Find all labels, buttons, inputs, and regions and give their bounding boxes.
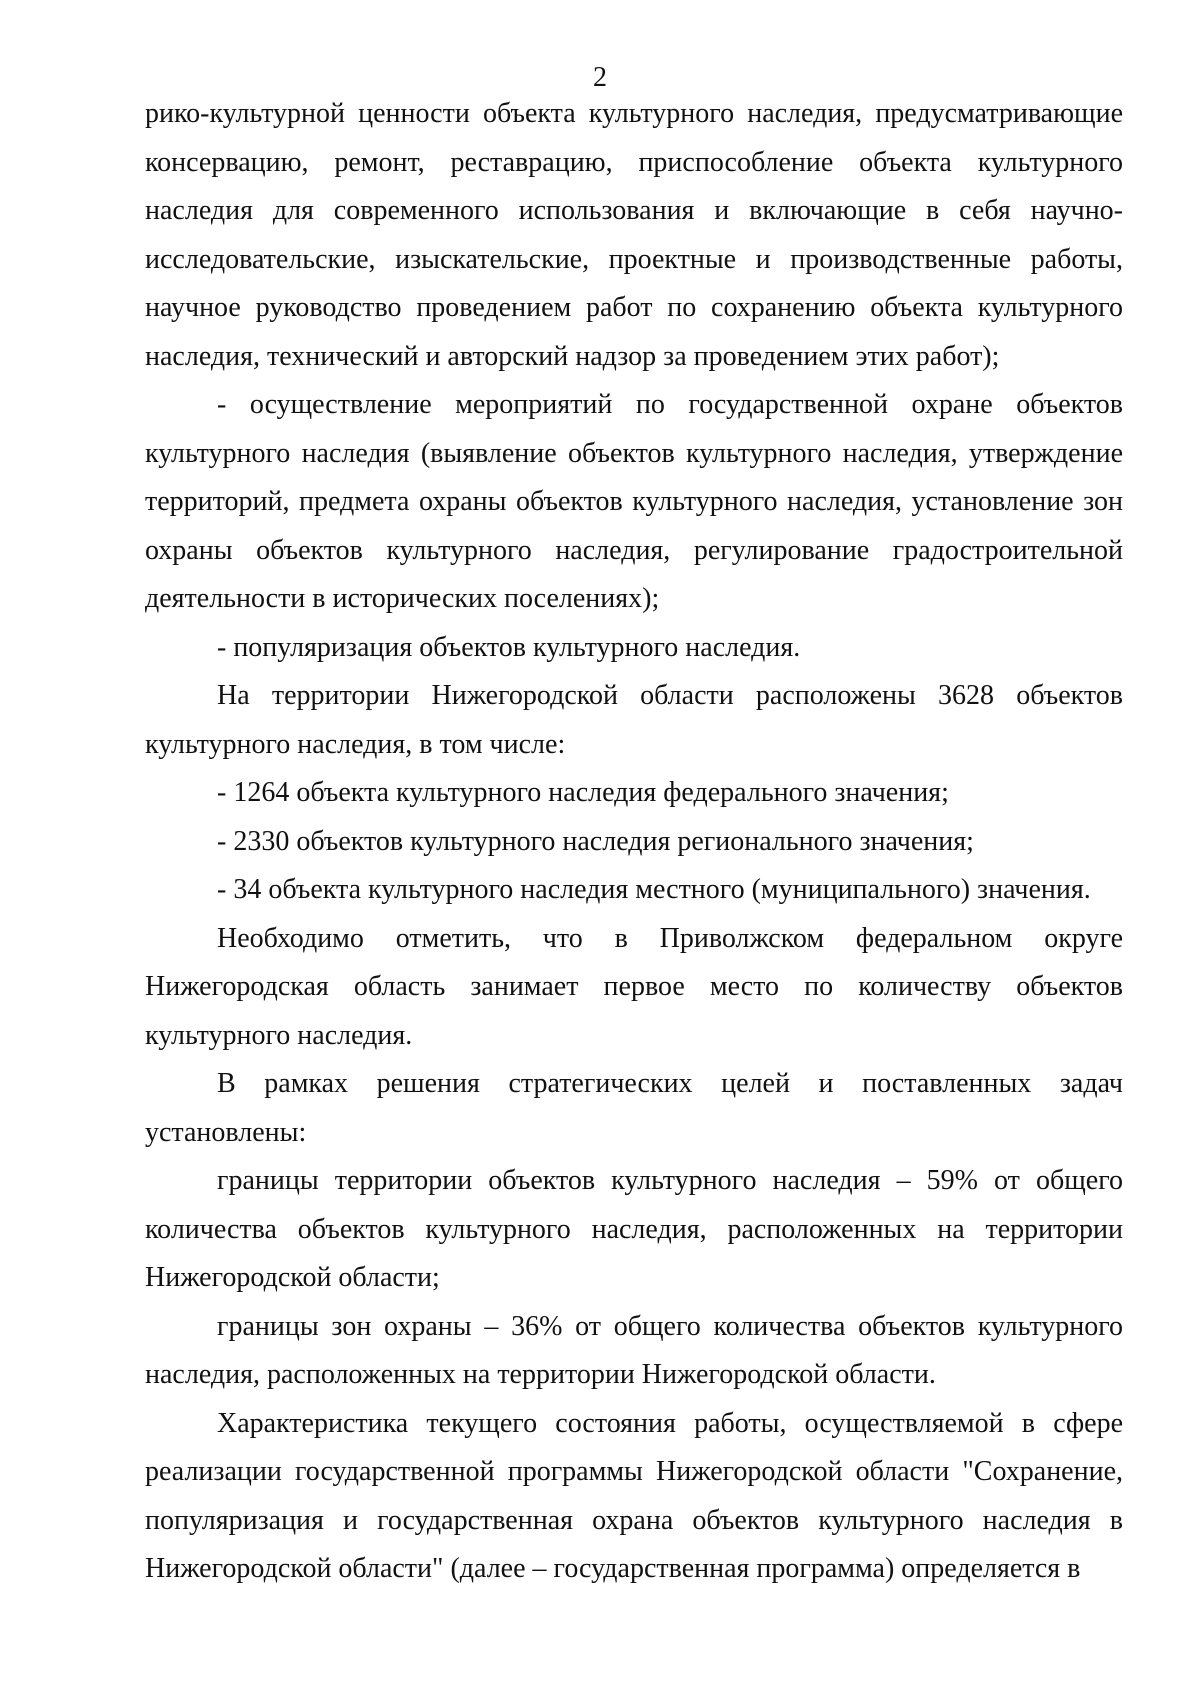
document-body — [145, 90, 1123, 1594]
paragraph-territory-borders: границы территории объектов культурного наследия – 59% от общего количества объектов культурного наследия, расположенных на территории Нижегородской области; — [145, 1165, 1123, 1293]
paragraph-protection-zones: границы зон охраны – 36% от общего количества объектов культурного наследия, расположенных на территории Нижегородской области. — [145, 1310, 1123, 1390]
page-number: 2 — [593, 62, 607, 93]
paragraph-program-characteristic: Характеристика текущего состояния работы, осуществляемой в сфере реализации государственной программы Нижегородской области "Сохранение, популяризация и государственная охрана объектов культурного наследия в Нижегородской области" (далее – государственная программа) определяется в — [145, 1407, 1123, 1584]
paragraph-objects-total: На территории Нижегородской области расположены 3628 объектов культурного наследия, в том числе: — [145, 680, 1123, 760]
paragraph-popularization: - популяризация объектов культурного наследия. — [217, 631, 801, 663]
paragraph-state-protection: - осуществление мероприятий по государственной охране объектов культурного наследия (выявление объектов культурного наследия, утверждение территорий, предмета охраны объектов культурного наследия, установление зон охраны объектов культурного наследия, регулирование градостроительной деятельности в исторических поселениях); — [145, 389, 1123, 614]
list-item-federal: - 1264 объекта культурного наследия федерального значения; — [217, 777, 949, 808]
paragraph-strategic-goals: В рамках решения стратегических целей и поставленных задач установлены: — [145, 1068, 1123, 1148]
paragraph-continuation: рико-культурной ценности объекта культурного наследия, предусматривающие консервацию, ремонт, реставрацию, приспособление объекта культурного наследия для современного использования и включающие в себя научно-исследовательские, изыскательские, проектные и производственные работы, научное руководство проведением работ по сохранению объекта культурного наследия, технический и авторский надзор за проведением этих работ); — [145, 98, 1123, 372]
paragraph-district-rank: Необходимо отметить, что в Приволжском федеральном округе Нижегородская область занимает первое место по количеству объектов культурного наследия. — [145, 922, 1123, 1051]
list-item-local: - 34 объекта культурного наследия местного (муниципального) значения. — [217, 874, 1091, 905]
list-item-regional: - 2330 объектов культурного наследия регионального значения; — [217, 825, 974, 857]
